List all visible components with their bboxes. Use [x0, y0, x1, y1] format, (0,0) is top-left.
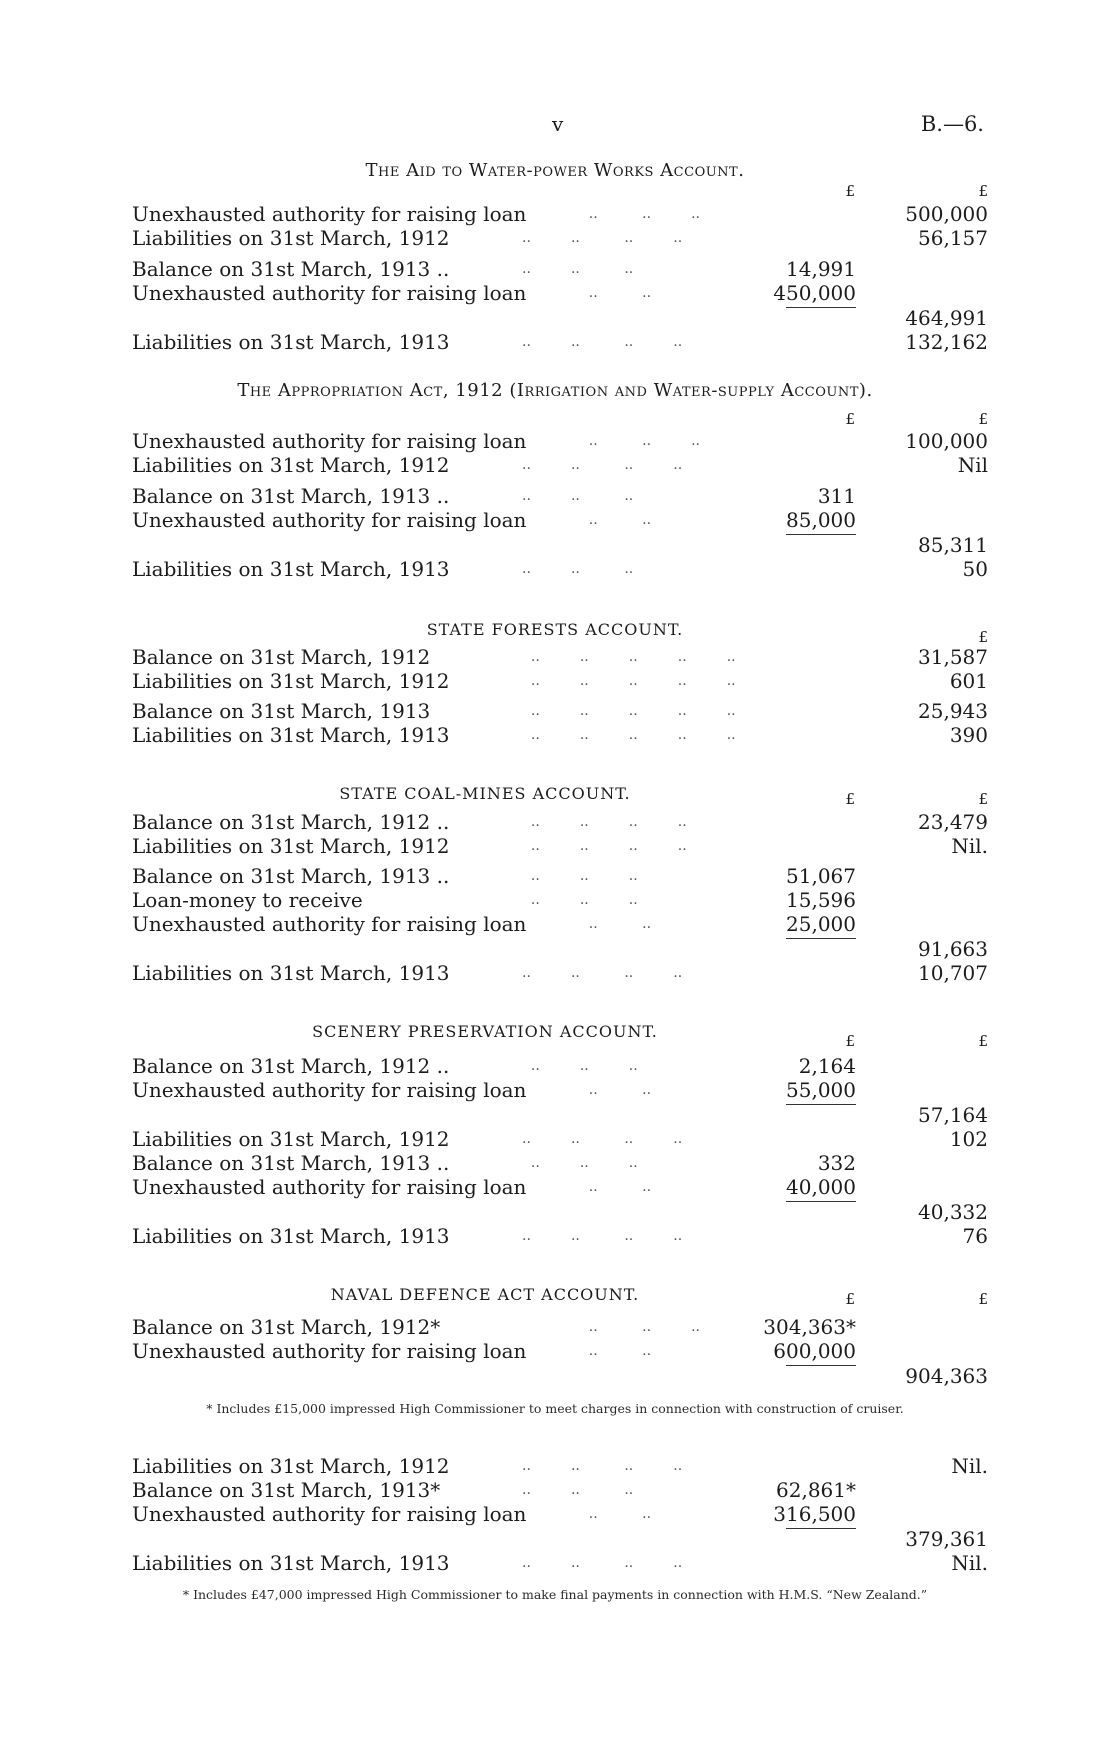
total-amount: 100,000: [905, 429, 988, 453]
ledger-row: [132, 226, 988, 250]
row-label: Liabilities on 31st March, 1913: [132, 723, 450, 747]
leader-dots: .. .. .. ..: [522, 1555, 683, 1571]
footnote: * Includes £47,000 impressed High Commissioner to make final payments in connection with H.M.S. “New Zealand.”: [182, 1587, 928, 1602]
currency-symbol: £: [845, 182, 855, 200]
ledger-row: [132, 281, 988, 305]
leader-dots: .. .. ..: [522, 433, 701, 449]
row-label: Balance on 31st March, 1913: [132, 699, 431, 723]
leader-dots: .. .. ..: [522, 1319, 701, 1335]
total-amount: 10,707: [918, 961, 988, 985]
sub-amount: 316,500: [773, 1502, 856, 1526]
total-amount: 91,663: [918, 937, 988, 961]
ledger-row: [132, 202, 988, 226]
ledger-row: [132, 508, 988, 532]
row-label: Balance on 31st March, 1912*: [132, 1315, 441, 1339]
sub-amount: 55,000: [786, 1078, 856, 1102]
total-amount: Nil.: [951, 1551, 988, 1575]
ledger-row: [132, 810, 988, 834]
ledger-row: [132, 645, 988, 669]
row-label: Liabilities on 31st March, 1913: [132, 330, 450, 354]
leader-dots: .. .. .. ..: [522, 230, 683, 246]
leader-dots: .. .. .. ..: [522, 334, 683, 350]
section-title-scenery: SCENERY PRESERVATION ACCOUNT.: [312, 1022, 658, 1041]
ledger-row: [132, 330, 988, 354]
row-label: Balance on 31st March, 1912 ..: [132, 1054, 450, 1078]
currency-symbol: £: [845, 790, 855, 808]
currency-symbol: £: [845, 410, 855, 428]
leader-dots: .. .. .. .. ..: [522, 727, 736, 743]
leader-dots: .. .. .. ..: [522, 814, 687, 830]
ledger-row: [132, 961, 988, 985]
ledger-row: [132, 723, 988, 747]
currency-symbol: £: [978, 1032, 988, 1050]
leader-dots: .. .. .. ..: [522, 1131, 683, 1147]
leader-dots: .. .. .. .. ..: [522, 649, 736, 665]
ledger-row: [132, 453, 988, 477]
leader-dots: .. .. ..: [522, 1155, 638, 1171]
leader-dots: .. .. ..: [522, 261, 634, 277]
leader-dots: .. .. ..: [522, 1058, 638, 1074]
ledger-row: [132, 834, 988, 858]
ledger-row: [132, 699, 988, 723]
row-label: Balance on 31st March, 1913 ..: [132, 1151, 450, 1175]
row-label: Balance on 31st March, 1913 ..: [132, 257, 450, 281]
ledger-row: [132, 1078, 988, 1102]
row-label: Balance on 31st March, 1912 ..: [132, 810, 450, 834]
total-amount: 50: [962, 557, 988, 581]
currency-symbol: £: [978, 410, 988, 428]
ledger-row: [132, 1151, 988, 1175]
currency-symbol: £: [845, 1290, 855, 1308]
section-title-aid: The Aid to Water-power Works Account.: [365, 160, 745, 181]
row-label: Liabilities on 31st March, 1913: [132, 1224, 450, 1248]
ledger-row: [132, 533, 988, 557]
sub-amount: 15,596: [786, 888, 856, 912]
total-amount: 379,361: [905, 1527, 988, 1551]
row-label: Unexhausted authority for raising loan: [132, 1175, 527, 1199]
sub-amount: 450,000: [773, 281, 856, 305]
row-label: Liabilities on 31st March, 1912: [132, 1454, 450, 1478]
ledger-row: [132, 1175, 988, 1199]
row-label: Balance on 31st March, 1912: [132, 645, 431, 669]
leader-dots: .. .. .. ..: [522, 1458, 683, 1474]
leader-dots: .. ..: [522, 1179, 652, 1195]
row-label: Balance on 31st March, 1913 ..: [132, 864, 450, 888]
total-amount: 102: [949, 1127, 988, 1151]
row-label: Liabilities on 31st March, 1913: [132, 961, 450, 985]
row-label: Unexhausted authority for raising loan: [132, 429, 527, 453]
sub-amount: 85,000: [786, 508, 856, 532]
ledger-row: [132, 1478, 988, 1502]
row-label: Unexhausted authority for raising loan: [132, 1339, 527, 1363]
sub-amount: 14,991: [786, 257, 856, 281]
row-label: Unexhausted authority for raising loan: [132, 281, 527, 305]
leader-dots: .. .. .. .. ..: [522, 703, 736, 719]
ledger-row: [132, 1551, 988, 1575]
row-label: Liabilities on 31st March, 1913: [132, 557, 450, 581]
ledger-row: [132, 1339, 988, 1363]
row-label: Liabilities on 31st March, 1912: [132, 669, 450, 693]
ledger-row: [132, 912, 988, 936]
total-amount: 31,587: [918, 645, 988, 669]
total-amount: 500,000: [905, 202, 988, 226]
section-title-appropriation: The Appropriation Act, 1912 (Irrigation and Water-supply Account).: [237, 380, 873, 401]
row-label: Liabilities on 31st March, 1912: [132, 453, 450, 477]
leader-dots: .. ..: [522, 1082, 652, 1098]
sub-amount: 40,000: [786, 1175, 856, 1199]
ledger-row: [132, 888, 988, 912]
row-label: Liabilities on 31st March, 1912: [132, 1127, 450, 1151]
leader-dots: .. ..: [522, 512, 652, 528]
total-amount: 464,991: [905, 306, 988, 330]
sub-amount: 62,861*: [776, 1478, 856, 1502]
total-amount: 132,162: [905, 330, 988, 354]
leader-dots: .. ..: [522, 285, 652, 301]
total-amount: 76: [962, 1224, 988, 1248]
ledger-row: [132, 1200, 988, 1224]
sub-amount: 51,067: [786, 864, 856, 888]
page-number: v: [552, 112, 564, 136]
leader-dots: .. .. ..: [522, 488, 634, 504]
currency-symbol: £: [978, 1290, 988, 1308]
ledger-row: [132, 306, 988, 330]
leader-dots: .. .. ..: [522, 892, 638, 908]
currency-symbol: £: [978, 182, 988, 200]
section-title-naval: NAVAL DEFENCE ACT ACCOUNT.: [330, 1285, 640, 1304]
row-label: Liabilities on 31st March, 1913: [132, 1551, 450, 1575]
ledger-row: [132, 1454, 988, 1478]
ledger-row: [132, 669, 988, 693]
currency-symbol: £: [845, 1032, 855, 1050]
total-amount: 904,363: [905, 1364, 988, 1388]
row-label: Unexhausted authority for raising loan: [132, 508, 527, 532]
total-amount: 56,157: [918, 226, 988, 250]
sub-amount: 332: [817, 1151, 856, 1175]
total-amount: 57,164: [918, 1103, 988, 1127]
leader-dots: .. ..: [522, 916, 652, 932]
section-title-coal: STATE COAL-MINES ACCOUNT.: [339, 784, 631, 803]
ledger-row: [132, 1103, 988, 1127]
ledger-row: [132, 864, 988, 888]
sub-amount: 600,000: [773, 1339, 856, 1363]
sub-amount: 304,363*: [763, 1315, 856, 1339]
total-amount: 40,332: [918, 1200, 988, 1224]
leader-dots: .. ..: [522, 1506, 652, 1522]
currency-symbol: £: [978, 790, 988, 808]
row-label: Unexhausted authority for raising loan: [132, 912, 527, 936]
leader-dots: .. .. ..: [522, 561, 634, 577]
row-label: Unexhausted authority for raising loan: [132, 1078, 527, 1102]
ledger-row: [132, 429, 988, 453]
total-amount: 25,943: [918, 699, 988, 723]
ledger-row: [132, 1502, 988, 1526]
row-label: Balance on 31st March, 1913*: [132, 1478, 441, 1502]
leader-dots: .. ..: [522, 1343, 652, 1359]
total-amount: Nil.: [951, 834, 988, 858]
row-label: Unexhausted authority for raising loan: [132, 202, 527, 226]
row-label: Balance on 31st March, 1913 ..: [132, 484, 450, 508]
row-label: Loan-money to receive: [132, 888, 363, 912]
total-amount: Nil.: [951, 1454, 988, 1478]
ledger-row: [132, 1127, 988, 1151]
leader-dots: .. .. ..: [522, 1482, 634, 1498]
leader-dots: .. .. .. ..: [522, 965, 683, 981]
ledger-row: [132, 1364, 988, 1388]
ledger-row: [132, 257, 988, 281]
total-amount: Nil: [957, 453, 988, 477]
ledger-row: [132, 1054, 988, 1078]
document-reference: B.—6.: [920, 112, 984, 136]
sub-amount: 2,164: [798, 1054, 856, 1078]
ledger-row: [132, 1315, 988, 1339]
row-label: Unexhausted authority for raising loan: [132, 1502, 527, 1526]
leader-dots: .. .. ..: [522, 206, 701, 222]
row-label: Liabilities on 31st March, 1912: [132, 226, 450, 250]
currency-symbol: £: [978, 628, 988, 646]
row-label: Liabilities on 31st March, 1912: [132, 834, 450, 858]
leader-dots: .. .. .. ..: [522, 838, 687, 854]
total-amount: 390: [949, 723, 988, 747]
ledger-row: [132, 557, 988, 581]
footnote: * Includes £15,000 impressed High Commissioner to meet charges in connection with construction of cruiser.: [206, 1401, 904, 1416]
ledger-row: [132, 1527, 988, 1551]
total-amount: 601: [949, 669, 988, 693]
leader-dots: .. .. .. ..: [522, 457, 683, 473]
leader-dots: .. .. .. .. ..: [522, 673, 736, 689]
ledger-row: [132, 1224, 988, 1248]
leader-dots: .. .. ..: [522, 868, 638, 884]
leader-dots: .. .. .. ..: [522, 1228, 683, 1244]
total-amount: 85,311: [918, 533, 988, 557]
section-title-forests: STATE FORESTS ACCOUNT.: [426, 620, 684, 639]
ledger-row: [132, 484, 988, 508]
total-amount: 23,479: [918, 810, 988, 834]
sub-amount: 25,000: [786, 912, 856, 936]
sub-amount: 311: [817, 484, 856, 508]
ledger-row: [132, 937, 988, 961]
